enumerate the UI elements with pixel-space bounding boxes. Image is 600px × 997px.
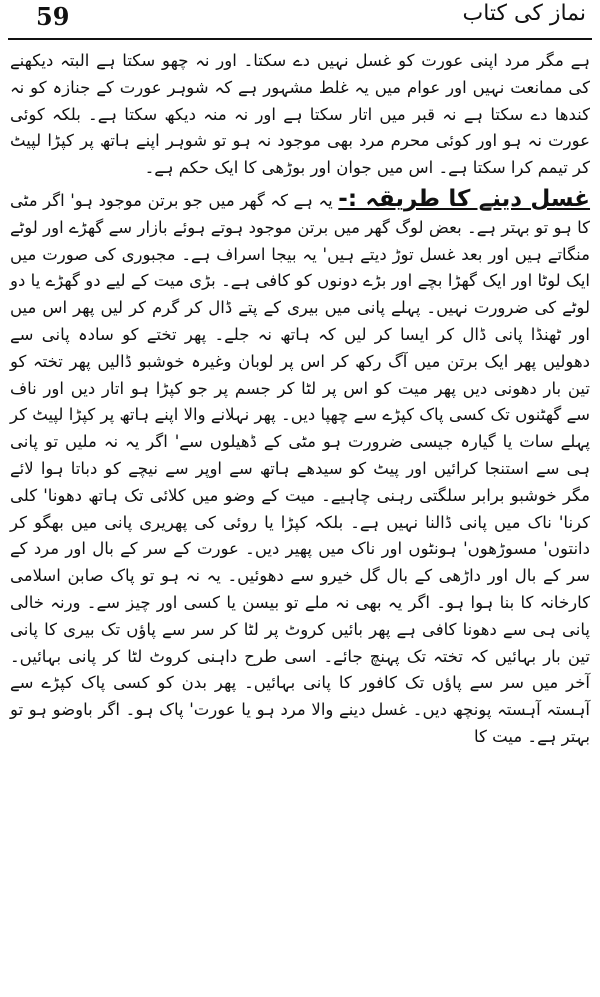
paragraph (10, 48, 590, 182)
paragraph-text: ہے مگر مرد اپنی عورت کو غسل نہیں دے سکتا۔ اور نہ چھو سکتا ہے البتہ دیکھنے کی ممانعت نہیں اور عوام میں یہ غلط مشہور ہے کہ شوہر عورت کے جنازہ کو نہ کندھا دے سکتا ہے نہ قبر میں اتار سکتا ہے اور نہ منہ دیکھ سکتا ہے۔ بلکہ کوئی عورت نہ ہو اور کوئی محرم مرد بھی موجود نہ ہو تو شوہر اپنے ہاتھ پر کپڑا لپیٹ کر تیمم کرا سکتا ہے۔ اس میں جوان اور بوڑھی کا ایک حکم ہے۔ (10, 51, 590, 178)
running-title: نماز کی کتاب (462, 1, 586, 26)
page-body (8, 48, 592, 751)
page-header (8, 0, 592, 40)
paragraph-text: یہ ہے کہ گھر میں جو برتن موجود ہو' اگر مٹی کا ہو تو بہتر ہے۔ بعض لوگ گھر میں برتن موجود ہوتے ہوئے بازار سے گھڑے اور لوٹے منگاتے ہیں اور بعد غسل توڑ دیتے ہیں' یہ بیجا اسراف ہے۔ مجبوری کی صورت میں ایک لوٹا اور ایک گھڑا بچے اور بڑے دونوں کو کافی ہے۔ بڑی میت کے لیے دو گھڑے یا دو لوٹے کی ضرورت نہیں۔ پہلے پانی میں بیری کے پتے ڈال کر گرم کر لیں پھر اس میں اور ٹھنڈا پانی ڈال کر ایسا کر لیں کہ ہاتھ نہ جلے۔ پھر تختے کو سادہ پانی سے دھولیں پھر ایک برتن میں آگ رکھ کر اس پر لوبان وغیرہ خوشبو ڈالیں پھر تختہ کو تین بار دھونی دیں پھر میت کو اس پر لٹا کر جسم پر جو کپڑا ہو اتار دیں اور ناف سے گھٹنوں تک کسی پاک کپڑے سے چھپا دیں۔ پھر نہلانے والا اپنے ہاتھ پر کپڑا لپیٹ کر پہلے سات یا گیارہ جیسی ضرورت ہو مٹی کے ڈھیلوں سے' اگر یہ نہ ملیں تو پانی ہی سے استنجا کرائیں اور پیٹ کو سیدھے ہاتھ سے اوپر سے نیچے کو دباتا ہوا لائے مگر خوشبو برابر سلگتی رہنی چاہیے۔ میت کے وضو میں کلائی تک ہاتھ دھونا' کلی کرنا' ناک میں پانی ڈالنا نہیں ہے۔ بلکہ کپڑا یا روئی کی پھریری پانی میں بھگو کر دانتوں' مسوڑھوں' ہونٹوں اور ناک میں پھیر دیں۔ عورت کے سر کے بال اور مرد کے سر کے بال اور داڑھی کے بال گل خیرو سے دھوئیں۔ یہ نہ ہو تو پاک صابن اسلامی کارخانہ کا بنا ہوا ہو۔ اگر یہ بھی نہ ملے تو بیسن یا کسی اور چیز سے۔ ورنہ خالی پانی ہی سے دھونا کافی ہے پھر بائیں کروٹ پر لٹا کر سر سے پاؤں تک بیری کا پانی تین بار بہائیں کہ تختہ تک پہنچ جائے۔ اسی طرح داہنی کروٹ لٹا کر پانی بہائیں۔ آخر میں سر سے پاؤں تک کافور کا پانی بہائیں۔ پھر بدن کو کسی پاک کپڑے سے آہستہ آہستہ پونچھ دیں۔ غسل دینے والا مرد ہو یا عورت' پاک ہو۔ اگر باوضو ہو تو بہتر ہے۔ میت کا (10, 190, 590, 746)
paragraph (10, 186, 590, 751)
page-number: 59 (36, 2, 70, 31)
section-heading: غسل دینے کا طریقہ :- (338, 185, 591, 212)
